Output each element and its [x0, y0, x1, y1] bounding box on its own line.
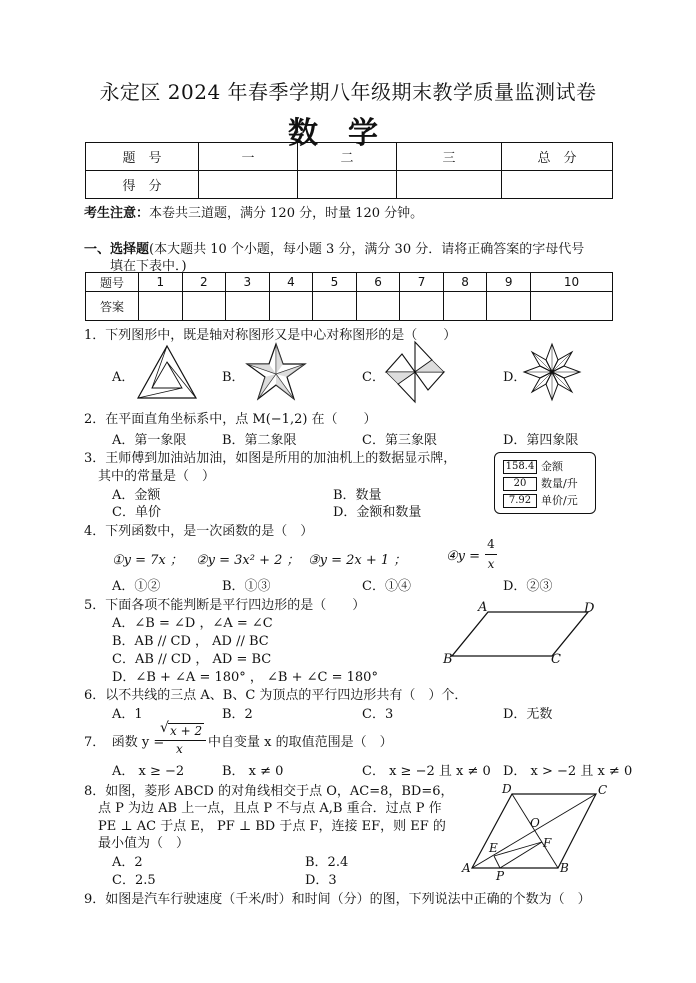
question-number: 10	[530, 273, 612, 292]
pump-row-price	[503, 492, 578, 506]
q3-option-c[interactable]: C．单价	[112, 505, 161, 520]
point-label: C	[551, 652, 561, 667]
question-2: 2．在平面直角坐标系中，点 M(−1,2) 在（ ）	[84, 412, 377, 427]
answer-table-label: 题号	[86, 273, 139, 292]
q7-sqrt: x + 2	[170, 724, 203, 738]
fraction-bar	[485, 554, 497, 555]
notice-label: 考生注意：	[84, 206, 150, 221]
question-5: 5．下面各项不能判断是平行四边形的是（ ）	[84, 598, 366, 613]
question-7-pre: 7． 函数 y =	[84, 735, 165, 750]
flower-figure	[522, 342, 582, 402]
question-7-post: 中自变量 x 的取值范围是（ ）	[208, 735, 393, 750]
pump-value: 7.92	[503, 494, 537, 508]
q4-func-4: ④y =	[446, 549, 481, 564]
q3-option-d[interactable]: D．金额和数量	[333, 505, 422, 520]
q4-option-b[interactable]: B．①③	[222, 579, 271, 594]
question-3-cont: 其中的常量是（ ）	[98, 469, 216, 484]
q1-option-a[interactable]: A．	[112, 370, 135, 385]
q7-option-c[interactable]: C． x ≥ −2 且 x ≠ 0	[362, 764, 491, 779]
answer-table-label: 答案	[86, 292, 139, 321]
question-1: 1．下列图形中，既是轴对称图形又是中心对称图形的是（ ）	[84, 328, 457, 343]
q7-option-d[interactable]: D． x > −2 且 x ≠ 0	[503, 764, 633, 779]
fraction-bar	[160, 740, 206, 741]
question-number: 8	[443, 273, 487, 292]
q6-option-a[interactable]: A．1	[112, 707, 143, 722]
fuel-pump-display	[494, 452, 596, 514]
q5-option-a[interactable]: A．∠B = ∠D ，∠A = ∠C	[112, 616, 273, 631]
q4-option-a[interactable]: A．①②	[112, 579, 161, 594]
score-cell[interactable]	[199, 171, 298, 199]
question-4: 4．下列函数中，是一次函数的是（ ）	[84, 524, 314, 539]
score-header-cell: 三	[397, 143, 502, 171]
pump-value: 20	[503, 477, 537, 491]
q4-func-1: ①y = 7x ；	[112, 553, 183, 568]
point-label: B	[560, 861, 569, 875]
question-number: 7	[400, 273, 444, 292]
answer-table	[85, 272, 613, 321]
pump-label: 数量/升	[541, 477, 578, 490]
score-cell[interactable]	[397, 171, 502, 199]
q2-option-d[interactable]: D．第四象限	[503, 433, 579, 448]
question-number: 9	[487, 273, 531, 292]
answer-cell[interactable]	[487, 292, 531, 321]
question-number: 3	[226, 273, 270, 292]
q5-option-c[interactable]: C．AB // CD ， AD = BC	[112, 652, 272, 667]
answer-cell[interactable]	[400, 292, 444, 321]
q5-option-b[interactable]: B．AB // CD ， AD // BC	[112, 634, 269, 649]
pump-label: 单价/元	[541, 494, 578, 507]
answer-cell[interactable]	[356, 292, 400, 321]
q3-option-a[interactable]: A．金额	[112, 488, 161, 503]
score-table	[85, 142, 613, 199]
q4-func-3: ③y = 2x + 1 ；	[308, 553, 407, 568]
score-header-cell: 总 分	[502, 143, 613, 171]
q8-option-d[interactable]: D．3	[305, 873, 337, 888]
pump-value: 158.4	[503, 460, 537, 474]
section-text-cont: 填在下表中．)	[110, 259, 187, 274]
q1-option-b[interactable]: B．	[222, 370, 245, 385]
question-9: 9．如图是汽车行驶速度（千米/时）和时间（分）的图，下列说法中正确的个数为（ ）	[84, 892, 591, 907]
pinwheel-figure	[384, 340, 446, 404]
q4-option-d[interactable]: D．②③	[503, 579, 553, 594]
point-label: C	[598, 783, 608, 797]
answer-cell[interactable]	[139, 292, 183, 321]
score-row-label: 得 分	[86, 171, 199, 199]
question-number: 6	[356, 273, 400, 292]
sqrt-sign: √	[160, 720, 169, 736]
point-label: D	[502, 782, 512, 796]
exam-title: 永定区 2024 年春季学期八年级期末教学质量监测试卷	[99, 80, 597, 104]
q6-option-d[interactable]: D．无数	[503, 707, 553, 722]
q7-option-b[interactable]: B． x ≠ 0	[222, 764, 284, 779]
score-header-cell: 题 号	[86, 143, 199, 171]
q4-func-2: ②y = 3x² + 2 ；	[196, 553, 300, 568]
notice-text: 本卷共三道题，满分 120 分，时量 120 分钟。	[149, 206, 424, 221]
answer-cell[interactable]	[226, 292, 270, 321]
q5-option-d[interactable]: D．∠B + ∠A = 180° ， ∠B + ∠C = 180°	[112, 670, 378, 685]
section-text: (本大题共 10 个小题，每小题 3 分，满分 30 分．请将正确答案的字母代号	[149, 242, 585, 257]
question-8-line: PE ⊥ AC 于点 E， PF ⊥ BD 于点 F，连接 EF，则 EF 的	[98, 819, 446, 834]
star-figure	[245, 342, 307, 402]
q2-option-b[interactable]: B．第二象限	[222, 433, 297, 448]
answer-cell[interactable]	[313, 292, 357, 321]
point-label: O	[530, 816, 540, 830]
score-cell[interactable]	[502, 171, 613, 199]
q2-option-a[interactable]: A．第一象限	[112, 433, 187, 448]
parallelogram-figure	[440, 600, 600, 670]
q6-option-c[interactable]: C．3	[362, 707, 394, 722]
question-number: 2	[182, 273, 226, 292]
answer-cell[interactable]	[269, 292, 313, 321]
point-label: B	[443, 652, 453, 667]
score-header-cell: 二	[298, 143, 397, 171]
pump-row-quantity	[503, 475, 578, 489]
question-number: 5	[313, 273, 357, 292]
point-label: P	[496, 869, 505, 883]
pump-label: 金额	[541, 460, 563, 473]
score-header-cell: 一	[199, 143, 298, 171]
point-label: A	[478, 600, 488, 615]
subject-title: 数学	[288, 116, 408, 151]
q4-frac-den: x	[487, 557, 495, 571]
point-label: D	[584, 601, 595, 616]
q4-frac-num: 4	[487, 537, 495, 551]
question-number: 1	[139, 273, 183, 292]
question-8-line: 点 P 为边 AB 上一点，且点 P 不与点 A,B 重合．过点 P 作	[98, 801, 442, 816]
q2-option-c[interactable]: C．第三象限	[362, 433, 437, 448]
point-label: A	[462, 861, 471, 875]
q8-option-c[interactable]: C．2.5	[112, 873, 156, 888]
point-label: F	[543, 836, 552, 850]
answer-cell[interactable]	[443, 292, 487, 321]
q4-option-c[interactable]: C．①④	[362, 579, 411, 594]
question-8-line: 最小值为（ ）	[98, 836, 190, 851]
q6-option-b[interactable]: B．2	[222, 707, 253, 722]
q7-option-a[interactable]: A． x ≥ −2	[112, 764, 185, 779]
question-3: 3．王师傅到加油站加油，如图是所用的加油机上的数据显示牌，	[84, 451, 457, 466]
answer-cell[interactable]	[530, 292, 612, 321]
question-number: 4	[269, 273, 313, 292]
q1-option-d[interactable]: D．	[503, 370, 527, 385]
q3-option-b[interactable]: B．数量	[333, 488, 382, 503]
point-label: E	[489, 841, 498, 855]
q7-den: x	[176, 742, 183, 756]
q1-option-c[interactable]: C．	[362, 370, 385, 385]
answer-cell[interactable]	[182, 292, 226, 321]
notice	[84, 202, 423, 221]
rhombus-figure	[460, 782, 610, 882]
q8-option-b[interactable]: B．2.4	[305, 855, 349, 870]
score-cell[interactable]	[298, 171, 397, 199]
q8-option-a[interactable]: A．2	[112, 855, 143, 870]
question-6: 6．以不共线的三点 A、B、C 为顶点的平行四边形共有（ ）个．	[84, 688, 468, 703]
pump-row-amount	[503, 458, 563, 472]
triangle-figure	[136, 344, 198, 400]
question-8: 8．如图，菱形 ABCD 的对角线相交于点 O，AC=8，BD=6，	[84, 784, 454, 799]
section-title: 一、选择题	[84, 242, 150, 257]
